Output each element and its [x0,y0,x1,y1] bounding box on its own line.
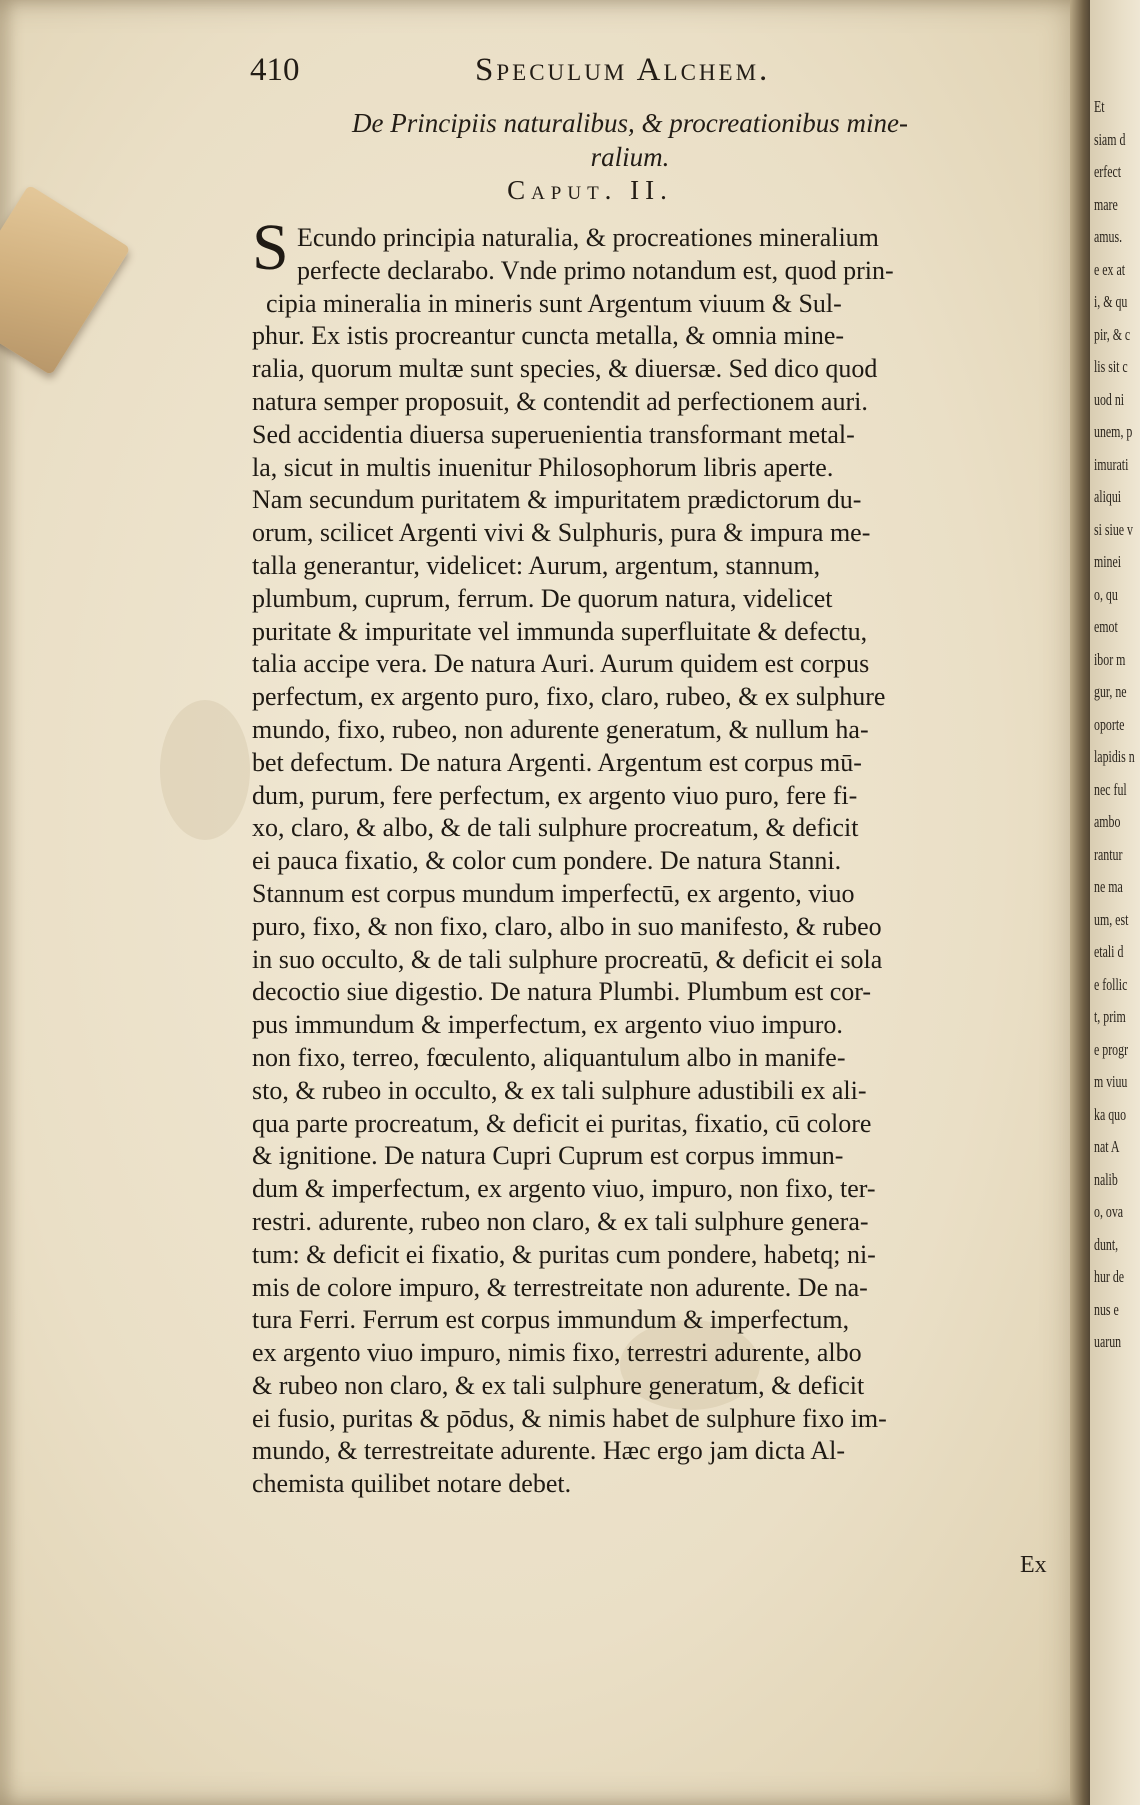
text-line: Ecundo principia naturalia, & procreationes mineralium [297,223,879,252]
adjacent-page-fragment: m viuu [1094,1072,1128,1091]
text-line: pus immundum & imperfectum, ex argento viuo impuro. [252,1010,843,1040]
adjacent-page-fragment: um, est [1094,909,1129,929]
adjacent-page-fragment: uod ni [1094,389,1125,409]
text-line: Sed accidentia diuersa superuenientia transformant metal- [252,419,855,449]
text-line: perfectum, ex argento puro, fixo, claro, rubeo, & ex sulphure [252,682,886,712]
adjacent-page-fragment: aliqui [1094,487,1122,506]
adjacent-page-fragment: hur de [1094,1267,1125,1286]
text-line: & rubeo non claro, & ex tali sulphure generatum, & deficit [252,1370,865,1400]
adjacent-page-fragment: minei [1094,552,1122,571]
text-line: la, sicut in multis inuenitur Philosophorum libris aperte. [252,452,834,482]
adjacent-page-fragment: emot [1094,617,1118,636]
body-text [252,222,1062,1501]
adjacent-page-fragment: dunt, [1094,1234,1119,1254]
subtitle-line: ralium. [590,142,670,172]
text-line: bet defectum. De natura Argenti. Argentum est corpus mū- [252,747,862,777]
text-line: tum: & deficit ei fixatio, & puritas cum pondere, habetq; ni- [252,1239,876,1269]
text-line: Nam secundum puritatem & impuritatem prædictorum du- [252,485,862,515]
adjacent-page-fragment: pir, & c [1094,324,1131,344]
text-line: sto, & rubeo in occulto, & ex tali sulphure adustibili ex ali- [252,1075,867,1105]
adjacent-page-fragment: e progr [1094,1039,1129,1059]
adjacent-page-fragment: nat A [1094,1137,1120,1156]
adjacent-page-fragment: si siue v [1094,519,1134,539]
text-line: plumbum, cuprum, ferrum. De quorum natura, videlicet [252,583,833,613]
text-line: Stannum est corpus mundum imperfectū, ex argento, viuo [252,878,855,908]
adjacent-page-fragment: ambo [1094,812,1121,831]
text-line: ex argento viuo impuro, nimis fixo, terrestri adurente, albo [252,1338,862,1368]
adjacent-page-fragment: amus. [1094,227,1123,246]
adjacent-page-fragment: o, ova [1094,1202,1124,1221]
adjacent-page-fragment: unem, p [1094,422,1133,441]
text-line: natura semper proposuit, & contendit ad perfectionem auri. [252,386,868,416]
page-number: 410 [250,52,300,88]
section-subtitle [290,106,970,174]
adjacent-page-fragment: Et [1094,97,1105,116]
catchword: Ex [1020,1552,1047,1578]
adjacent-page-fragment: ka quo [1094,1104,1127,1124]
text-line: cipia mineralia in mineris sunt Argentum viuum & Sul- [266,288,842,318]
adjacent-page-fragment: mare [1094,194,1118,214]
text-line: puro, fixo, & non fixo, claro, albo in suo manifesto, & rubeo [252,911,882,941]
adjacent-page-fragment: gur, ne [1094,682,1127,701]
adjacent-page-fragment: lis sit c [1094,357,1128,376]
adjacent-page-fragment: imurati [1094,454,1129,474]
text-line: ei pauca fixatio, & color cum pondere. De natura Stanni. [252,846,842,876]
drop-cap: S [252,211,289,284]
text-line: xo, claro, & albo, & de tali sulphure procreatum, & deficit [252,813,859,843]
text-line: chemista quilibet notare debet. [252,1469,572,1499]
text-line: ralia, quorum multæ sunt species, & diuersæ. Sed dico quod [252,354,878,384]
adjacent-page-fragment: i, & qu [1094,292,1128,311]
adjacent-page-fragment: e follic [1094,974,1128,994]
text-line: ei fusio, puritas & pōdus, & nimis habet de sulphure fixo im- [252,1403,887,1433]
text-line: phur. Ex istis procreantur cuncta metalla, & omnia mine- [252,321,845,351]
adjacent-page-fragment: ne ma [1094,877,1123,896]
text-line: perfecte declarabo. Vnde primo notandum est, quod prin- [297,255,894,285]
adjacent-page-fragment: ibor m [1094,649,1126,669]
text-line: talia accipe vera. De natura Auri. Aurum quidem est corpus [252,649,870,679]
adjacent-page-fragment: etali d [1094,942,1124,961]
adjacent-page-fragment: e ex at [1094,259,1126,279]
running-title: Speculum Alchem. [475,52,771,88]
adjacent-page-fragment: siam d [1094,129,1126,149]
adjacent-page-edge [1090,0,1140,1805]
text-line: dum, purum, fere perfectum, ex argento viuo puro, fere fi- [252,780,858,810]
adjacent-page-fragment: erfect [1094,162,1122,181]
text-line: tura Ferri. Ferrum est corpus immundum & imperfectum, [252,1305,850,1335]
text-line: qua parte procreatum, & deficit ei puritas, fixatio, cū colore [252,1108,872,1138]
text-line: mundo, fixo, rubeo, non adurente generatum, & nullum ha- [252,714,869,744]
adjacent-page-fragment: nec ful [1094,779,1127,799]
text-line: mis de colore impuro, & terrestreitate non adurente. De na- [252,1272,868,1302]
subtitle-line: De Principiis naturalibus, & procreationibus mine- [352,108,908,138]
adjacent-page-fragment: uarun [1094,1332,1122,1351]
chapter-heading: Caput. II. [507,175,673,205]
adjacent-page-fragment: rantur [1094,844,1123,864]
text-line: non fixo, terreo, fœculento, aliquantulum albo in manife- [252,1042,846,1072]
text-line: puritate & impuritate vel immunda superfluitate & defectu, [252,616,868,646]
text-line: restri. adurente, rubeo non claro, & ex tali sulphure genera- [252,1206,869,1236]
text-line: dum & imperfectum, ex argento viuo, impuro, non fixo, ter- [252,1174,876,1204]
text-line: mundo, & terrestreitate adurente. Hæc ergo jam dicta Al- [252,1436,845,1466]
adjacent-page-fragment: oporte [1094,714,1125,734]
text-line: decoctio siue digestio. De natura Plumbi. Plumbum est cor- [252,977,872,1007]
text-line: in suo occulto, & de tali sulphure procreatū, & deficit ei sola [252,944,883,974]
adjacent-page-fragment: t, prim [1094,1007,1126,1026]
adjacent-page-fragment: nus e [1094,1299,1119,1319]
text-line: talla generantur, videlicet: Aurum, argentum, stannum, [252,550,821,580]
adjacent-page-fragment: nalib [1094,1169,1118,1189]
adjacent-page-fragment: o, qu [1094,584,1118,604]
adjacent-page-fragment: lapidis n [1094,747,1135,766]
page-header [250,52,900,92]
text-line: orum, scilicet Argenti vivi & Sulphuris, pura & impura me- [252,518,871,548]
text-line: & ignitione. De natura Cupri Cuprum est corpus immun- [252,1141,844,1171]
